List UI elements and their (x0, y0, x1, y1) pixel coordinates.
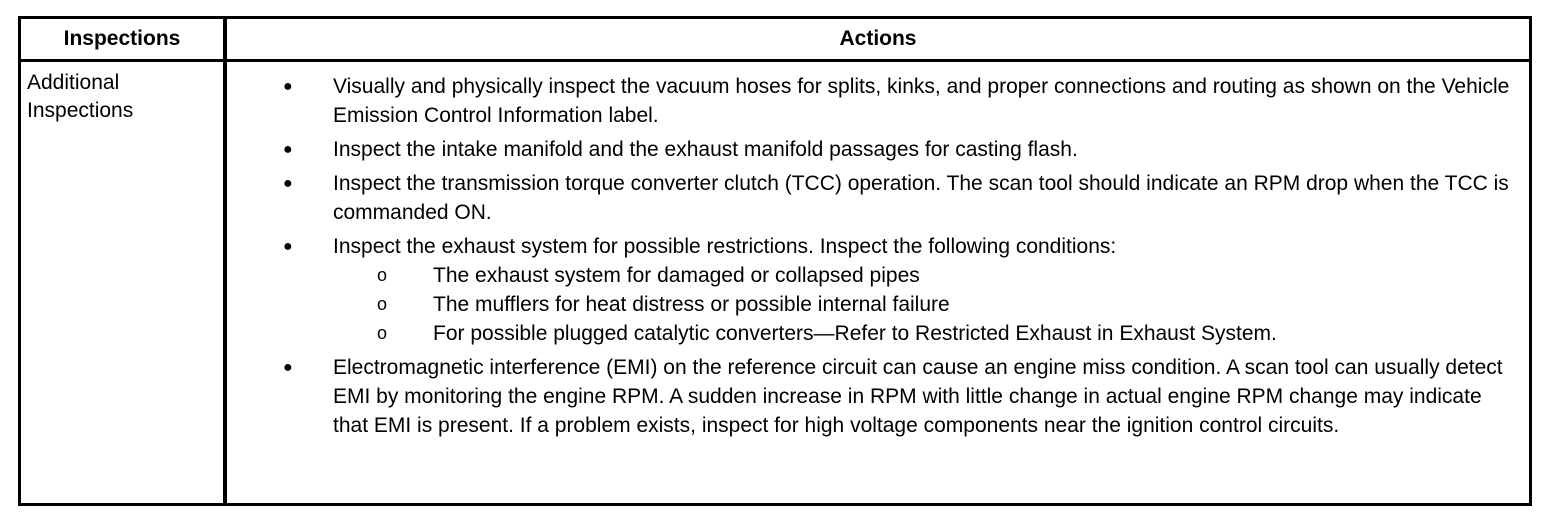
sub-item (333, 290, 1519, 319)
action-item (227, 135, 1529, 164)
inspection-table (18, 16, 1532, 506)
header-actions: Actions (839, 27, 917, 50)
action-item (227, 72, 1529, 130)
header-divider (21, 59, 1529, 62)
sub-bullet-icon: o (377, 323, 388, 343)
sub-item-text: The mufflers for heat distress or possible internal failure (433, 293, 950, 316)
action-list (227, 72, 1529, 440)
action-text: Inspect the exhaust system for possible restrictions. Inspect the following conditions: (333, 235, 1117, 258)
sub-bullet-icon: o (377, 265, 388, 285)
sub-item (333, 261, 1519, 290)
sub-item (333, 319, 1519, 348)
bullet-icon: ● (283, 141, 293, 158)
action-text: Visually and physically inspect the vacuum hoses for splits, kinks, and proper connections and routing as shown on the Vehicle Emission Control Information label. (333, 75, 1510, 127)
bullet-icon: ● (283, 238, 293, 255)
bullet-icon: ● (283, 175, 293, 192)
header-inspections: Inspections (63, 27, 181, 50)
inspection-cell: Additional Inspections (27, 71, 134, 122)
action-item (227, 169, 1529, 227)
sub-item-list (333, 261, 1519, 348)
sub-item-text: For possible plugged catalytic converters—Refer to Restricted Exhaust in Exhaust System. (433, 322, 1277, 345)
action-item (227, 353, 1529, 440)
actions-cell (227, 72, 1529, 445)
action-text: Inspect the intake manifold and the exhaust manifold passages for casting flash. (333, 138, 1078, 161)
sub-bullet-icon: o (377, 294, 388, 314)
action-item (227, 232, 1529, 348)
action-text: Electromagnetic interference (EMI) on the reference circuit can cause an engine miss condition. A scan tool can usually detect EMI by monitoring the engine RPM. A sudden increase in RPM with little change in actual engine RPM change may indicate that EMI is present. If a problem exists, inspect for high voltage components near the ignition control circuits. (333, 356, 1503, 437)
bullet-icon: ● (283, 359, 293, 376)
bullet-icon: ● (283, 78, 293, 95)
sub-item-text: The exhaust system for damaged or collapsed pipes (433, 264, 920, 287)
action-text: Inspect the transmission torque converter clutch (TCC) operation. The scan tool should indicate an RPM drop when the TCC is commanded ON. (333, 172, 1509, 224)
